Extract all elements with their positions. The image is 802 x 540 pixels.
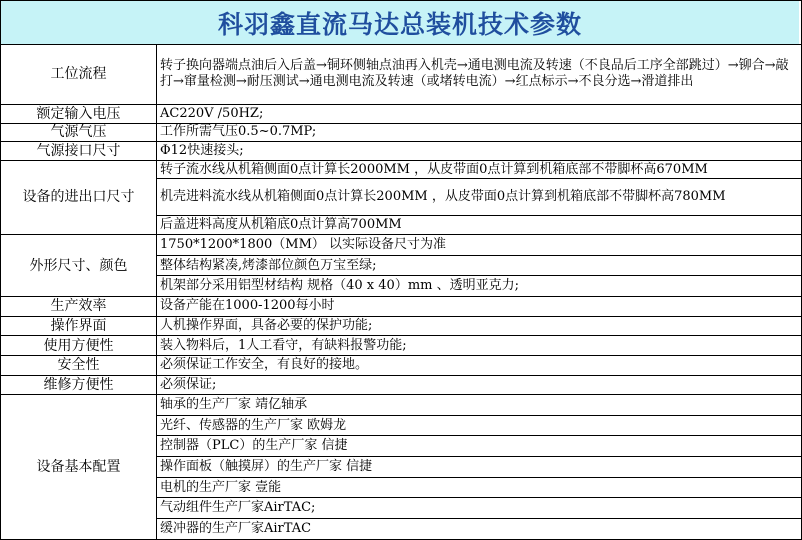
row-value-dimensions-1: 1750*1200*1800（MM） 以实际设备尺寸为准	[157, 235, 802, 256]
row-label-process: 工位流程	[1, 45, 157, 105]
row-value-config-7: 缓冲器的生产厂家AirTAC	[157, 519, 802, 540]
row-value-air-pressure: 工作所需气压0.5~0.7MP;	[157, 123, 802, 142]
table-row	[1, 336, 802, 356]
row-label-efficiency: 生产效率	[1, 297, 157, 317]
row-value-ports-1: 转子流水线从机箱侧面0点计算长2000MM ，从皮带面0点计算到机箱底部不带脚杯高670MM	[157, 160, 802, 179]
row-value-efficiency: 设备产能在1000-1200每小时	[157, 297, 802, 317]
row-label-convenience: 使用方便性	[1, 336, 157, 356]
table-row	[1, 316, 802, 336]
row-label-maintenance: 维修方便性	[1, 375, 157, 395]
row-value-config-5: 电机的生产厂家 壹能	[157, 477, 802, 498]
row-value-convenience: 装入物料后，1人工看守，有缺料报警功能;	[157, 336, 802, 356]
table-row	[1, 375, 802, 395]
row-value-config-1: 轴承的生产厂家 靖亿轴承	[157, 395, 802, 416]
table-row	[1, 355, 802, 375]
row-value-maintenance: 必须保证;	[157, 375, 802, 395]
row-value-config-6: 气动组件生产厂家AirTAC;	[157, 498, 802, 519]
table-row	[1, 297, 802, 317]
row-label-safety: 安全性	[1, 355, 157, 375]
table-row	[1, 235, 802, 256]
row-label-config: 设备基本配置	[1, 395, 157, 540]
row-value-safety: 必须保证工作安全，有良好的接地。	[157, 355, 802, 375]
table-row	[1, 123, 802, 142]
row-value-config-3: 控制器（PLC）的生产厂家 信捷	[157, 436, 802, 457]
row-value-config-4: 操作面板（触摸屏）的生产厂家 信捷	[157, 457, 802, 478]
row-value-interface: 人机操作界面，具备必要的保护功能;	[157, 316, 802, 336]
table-row	[1, 142, 802, 161]
table-row	[1, 395, 802, 416]
row-value-dimensions-3: 机架部分采用铝型材结构 规格（40 x 40）mm 、透明亚克力;	[157, 276, 802, 297]
row-label-voltage: 额定输入电压	[1, 104, 157, 123]
row-value-dimensions-2: 整体结构紧凑,烤漆部位颜色万宝至绿;	[157, 255, 802, 276]
row-value-process: 转子换向器端点油后入后盖→铜环侧轴点油再入机壳→通电测电流及转速（不良品后工序全部跳过）→铆合→敲打→窜量检测→耐压测试→通电测电流及转速（或堵转电流）→红点标示→不良分选→滑道排出	[157, 45, 802, 105]
row-label-air-port: 气源接口尺寸	[1, 142, 157, 161]
spec-table	[0, 44, 802, 540]
page-title: 科羽鑫直流马达总装机技术参数	[1, 1, 799, 45]
row-label-dimensions: 外形尺寸、颜色	[1, 235, 157, 297]
row-value-ports-3: 后盖进料高度从机箱底0点计算高700MM	[157, 216, 802, 235]
row-value-air-port: Φ12快速接头;	[157, 142, 802, 161]
table-row	[1, 45, 802, 105]
table-row	[1, 160, 802, 179]
row-value-ports-2: 机壳进料流水线从机箱侧面0点计算长200MM ，从皮带面0点计算到机箱底部不带脚杯高780MM	[157, 179, 802, 216]
row-value-config-2: 光纤、传感器的生产厂家 欧姆龙	[157, 415, 802, 436]
row-label-interface: 操作界面	[1, 316, 157, 336]
row-label-air-pressure: 气源气压	[1, 123, 157, 142]
table-row	[1, 104, 802, 123]
row-label-ports: 设备的进出口尺寸	[1, 160, 157, 234]
row-value-voltage: AC220V /50HZ;	[157, 104, 802, 123]
